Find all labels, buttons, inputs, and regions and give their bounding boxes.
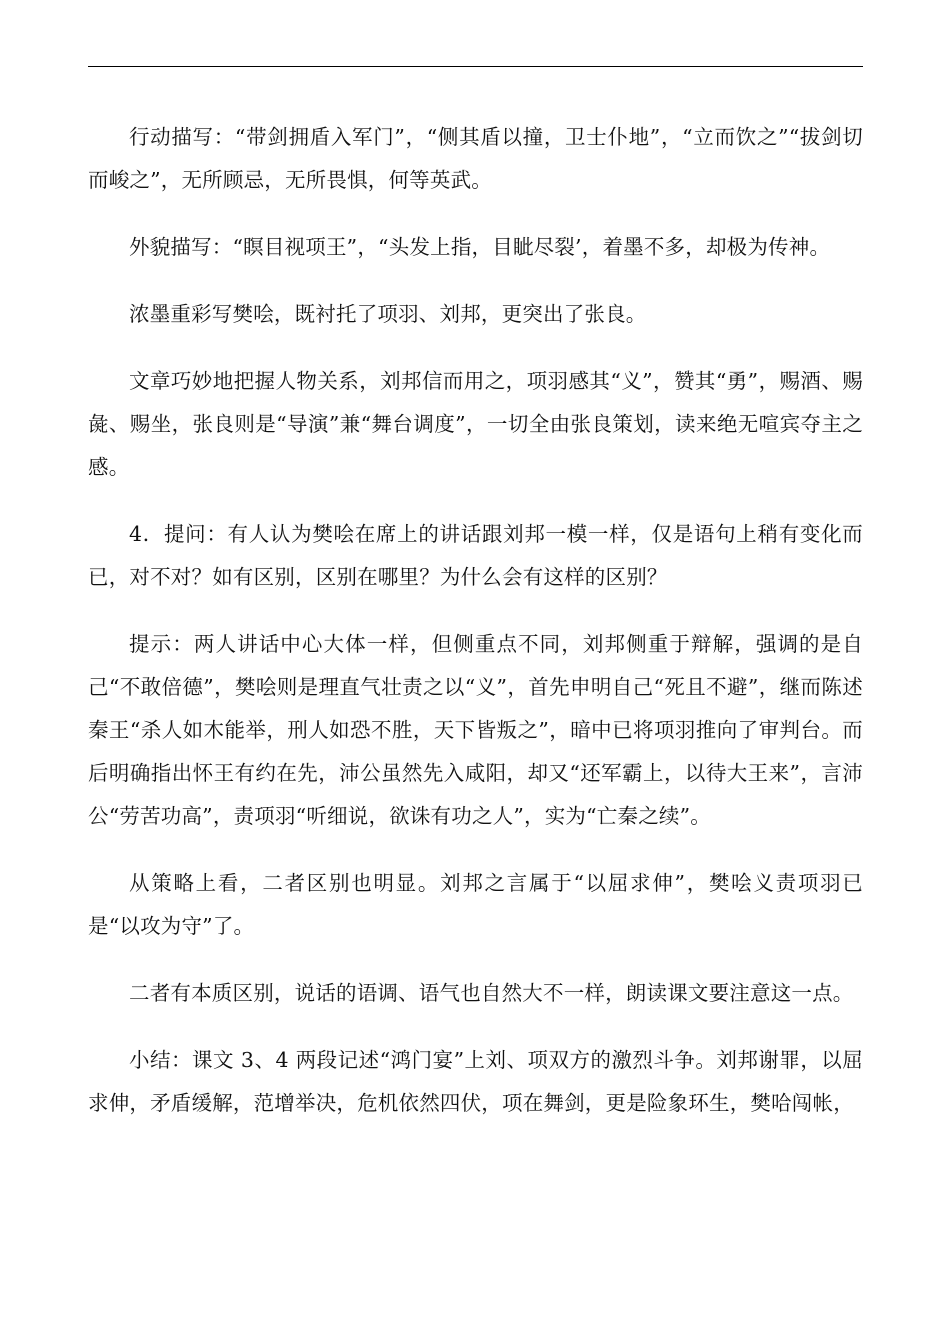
paragraph-appearance-description: 外貌描写：“瞑目视项王”，“头发上指，目眦尽裂’，着墨不多，却极为传神。 (129, 235, 831, 259)
paragraph-character-relations: 文章巧妙地把握人物关系，刘邦信而用之，项羽感其“义”，赞其“勇”，赐酒、赐彘、赐坐，张良则是“导演”兼“舞台调度”，一切全由张良策划，读来绝无喧宾夺主之感。 (88, 369, 863, 479)
paragraph-essential-difference: 二者有本质区别，说话的语调、语气也自然大不一样，朗读课文要注意这一点。 (129, 981, 854, 1005)
paragraph-summary: 小结：课文 3、4 两段记述“鸿门宴”上刘、项双方的激烈斗争。刘邦谢罪，以屈求伸，矛盾缓解，范增举决，危机依然四伏，项在舞剑，更是险象环生，樊哈闯帐， (88, 1048, 863, 1115)
paragraph-question-4: 4．提问：有人认为樊哙在席上的讲话跟刘邦一模一样，仅是语句上稍有变化而已，对不对？如有区别，区别在哪里？为什么会有这样的区别？ (88, 522, 863, 589)
header-rule (88, 66, 863, 67)
paragraph-hint: 提示：两人讲话中心大体一样，但侧重点不同，刘邦侧重于辩解，强调的是自己“不敢倍德”，樊哙则是理直气壮责之以“义”，首先申明自己“死且不避”，继而陈述秦王“杀人如木能举，刑人如恐不胜，天下皆叛之”，暗中已将项羽推向了审判台。而后明确指出怀王有约在先，沛公虽然先入咸阳，却又“还军霸上，以待大王来”，言沛公“劳苦功高”，责项羽“听细说，欲诛有功之人”，实为“亡秦之续”。 (88, 632, 863, 828)
paragraph-fankuai-emphasis: 浓墨重彩写樊哙，既衬托了项羽、刘邦，更突出了张良。 (129, 302, 647, 326)
document-body (88, 116, 863, 1149)
paragraph-action-description: 行动描写：“带剑拥盾入军门”，“侧其盾以撞，卫士仆地”，“立而饮之”“拔剑切而峻之”，无所顾忌，无所畏惧，何等英武。 (88, 125, 863, 192)
paragraph-strategy: 从策略上看，二者区别也明显。刘邦之言属于“以屈求伸”，樊哙义责项羽已是“以攻为守”了。 (88, 871, 863, 938)
